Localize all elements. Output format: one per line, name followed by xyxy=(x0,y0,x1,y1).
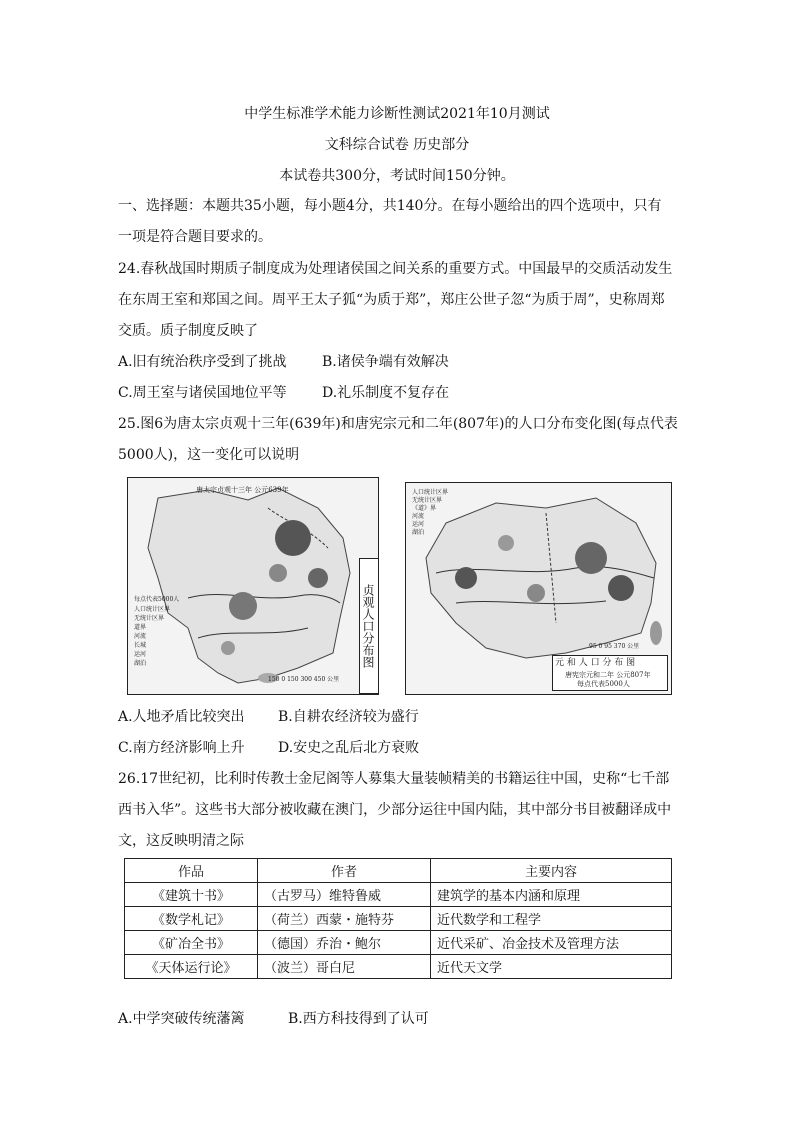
table-header-content: 主要内容 xyxy=(431,859,672,883)
map1-legend-7: 湖泊 xyxy=(134,660,147,667)
table-cell-content: 建筑学的基本内涵和原理 xyxy=(431,883,672,907)
q25-option-a[interactable]: A.人地矛盾比较突出 xyxy=(118,709,245,725)
q26-stem-line3: 文，这反映明清之际 xyxy=(118,833,244,849)
map2-legend-4: 运河 xyxy=(412,521,425,528)
map1-legend-2: 无统计区界 xyxy=(134,615,165,622)
q26-stem-line1: 26.17世纪初，比利时传教士金尼阁等人募集大量装帧精美的书籍运往中国，史称“七千部 xyxy=(118,771,670,787)
q24-option-c[interactable]: C.周王室与诸侯国地位平等 xyxy=(118,385,287,401)
map2-legend-1: 无统计区界 xyxy=(412,497,443,504)
map2-legend-3: 河流 xyxy=(412,513,425,520)
table-cell-author: （德国）乔治・鲍尔 xyxy=(258,931,431,955)
q25-option-b[interactable]: B.自耕农经济较为盛行 xyxy=(278,709,419,725)
table-cell-author: （古罗马）维特鲁威 xyxy=(258,883,431,907)
map2-legend-2: 《道》界 xyxy=(412,505,437,512)
table-cell-author: （波兰）哥白尼 xyxy=(258,955,431,979)
map1-legend-5: 长城 xyxy=(134,642,147,649)
map1-legend-0: 每点代表5000人 xyxy=(134,596,180,603)
table-row xyxy=(125,955,672,979)
exam-title: 中学生标准学术能力诊断性测试2021年10月测试 xyxy=(244,106,550,122)
map2-legend-0: 人口统计区界 xyxy=(412,489,449,496)
q25-stem-line1: 25.图6为唐太宗贞观十三年(639年)和唐宪宗元和二年(807年)的人口分布变化图(每点代表 xyxy=(118,416,678,432)
q24-option-a[interactable]: A.旧有统治秩序受到了挑战 xyxy=(118,354,287,370)
section-instructions-line2: 一项是符合题目要求的。 xyxy=(118,229,272,245)
table-row xyxy=(125,931,672,955)
map1-legend-4: 河流 xyxy=(134,633,147,640)
q26-stem-line2: 西书入华”。这些书大部分被收藏在澳门，少部分运往中国内陆，其中部分书目被翻译成中 xyxy=(118,802,672,818)
exam-subtitle: 文科综合试卷 历史部分 xyxy=(324,137,470,153)
table-cell-work: 《天体运行论》 xyxy=(125,955,258,979)
map1-legend-6: 运河 xyxy=(134,651,147,658)
map2-legend-5: 湖泊 xyxy=(412,529,425,536)
q24-option-d[interactable]: D.礼乐制度不复存在 xyxy=(322,385,450,401)
table-header-row xyxy=(125,859,672,883)
map2-caption1: 唐宪宗元和二年 公元807年 xyxy=(565,671,651,679)
map2-caption-box xyxy=(552,655,668,691)
map-yuanhe xyxy=(405,482,672,695)
table-cell-author: （荷兰）西蒙・施特芬 xyxy=(258,907,431,931)
map1-legend-3: 道界 xyxy=(134,624,147,631)
table-cell-content: 近代采矿、冶金技术及管理方法 xyxy=(431,931,672,955)
q24-option-b[interactable]: B.诸侯争端有效解决 xyxy=(322,354,449,370)
q26-option-b[interactable]: B.西方科技得到了认可 xyxy=(288,1011,429,1027)
table-cell-work: 《矿冶全书》 xyxy=(125,931,258,955)
q24-stem-line2: 在东周王室和郑国之间。周平王太子狐“为质于郑”，郑庄公世子忽“为质于周”，史称周郑 xyxy=(118,292,665,308)
exam-info: 本试卷共300分，考试时间150分钟。 xyxy=(279,168,515,184)
map1-side-title: 贞观人口分布图 xyxy=(359,558,379,694)
map1-scale: 150 0 150 300 450 公里 xyxy=(268,676,340,683)
q24-stem-line3: 交质。质子制度反映了 xyxy=(118,323,258,339)
map2-caption2: 每点代表5000人 xyxy=(577,680,630,688)
map-zhenguan xyxy=(127,477,379,695)
works-table xyxy=(124,858,672,979)
q24-stem-line1: 24.春秋战国时期质子制度成为处理诸侯国之间关系的重要方式。中国最早的交质活动发生 xyxy=(118,261,673,277)
q25-option-d[interactable]: D.安史之乱后北方衰败 xyxy=(278,740,420,756)
q25-stem-line2: 5000人)，这一变化可以说明 xyxy=(118,447,300,463)
table-header-author: 作者 xyxy=(258,859,431,883)
map2-scale: 95 0 95 370 公里 xyxy=(589,643,640,650)
map-zhenguan-drawing xyxy=(128,478,378,694)
q25-option-c[interactable]: C.南方经济影响上升 xyxy=(118,740,245,756)
table-header-work: 作品 xyxy=(125,859,258,883)
q26-option-a[interactable]: A.中学突破传统藩篱 xyxy=(118,1011,245,1027)
section-instructions-line1: 一、选择题：本题共35小题，每小题4分，共140分。在每小题给出的四个选项中，只有 xyxy=(118,198,662,214)
table-row xyxy=(125,883,672,907)
map1-title: 唐太宗贞观十三年 公元639年 xyxy=(196,486,289,494)
table-cell-content: 近代数学和工程学 xyxy=(431,907,672,931)
table-cell-content: 近代天文学 xyxy=(431,955,672,979)
table-row xyxy=(125,907,672,931)
map2-title: 元 和 人 口 分 布 图 xyxy=(555,658,636,668)
table-cell-work: 《建筑十书》 xyxy=(125,883,258,907)
table-cell-work: 《数学札记》 xyxy=(125,907,258,931)
map1-legend-1: 人口统计区界 xyxy=(134,606,171,613)
